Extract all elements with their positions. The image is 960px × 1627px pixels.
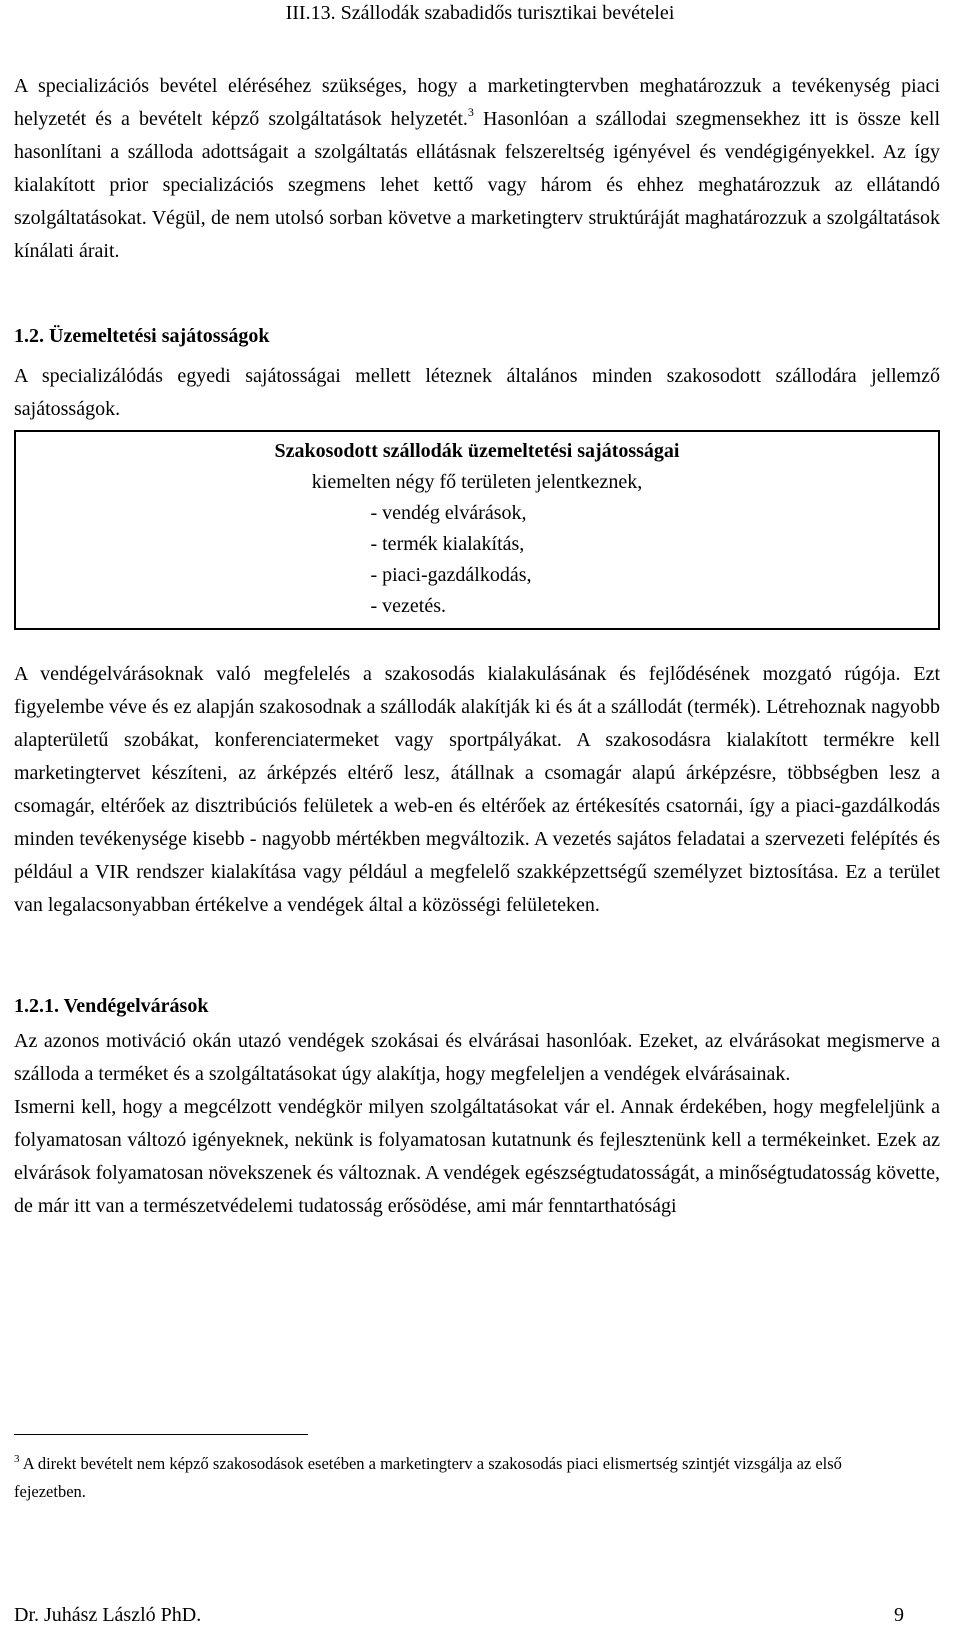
section-number: 1.2.1.	[14, 995, 59, 1017]
footnote-divider	[14, 1434, 308, 1435]
page-content	[14, 70, 940, 1223]
page-number: 9	[894, 1604, 904, 1626]
box-list-item: - piaci-gazdálkodás,	[370, 564, 532, 586]
footer-author: Dr. Juhász László PhD.	[14, 1604, 202, 1626]
intro-text-part2: Hasonlóan a szállodai szegmensekhez itt is össze kell hasonlítani a szálloda adottságait a szolgáltatás ellátásnak felszereltség igényével és vendégigényekkel. Az így kialakított prior specializációs szegmens lehet kettő vagy három és ehhez meghatározzuk az ellátandó szolgáltatásokat. Végül, de nem utolsó sorban követve a marketingterv struktúráját maghatározzuk a szolgáltatások kínálati árait.	[14, 108, 941, 262]
footnote	[14, 1450, 914, 1506]
header-title: III.13. Szállodák szabadidős turisztikai bevételei	[285, 2, 675, 24]
box-list-item: - vezetés.	[370, 595, 446, 617]
section-1-2-1-paragraph-1: Az azonos motiváció okán utazó vendégek szokásai és elvárásai hasonlóak. Ezeket, az elvárásokat megismerve a szálloda a terméket és a szolgáltatásokat úgy alakítja, hogy megfeleljen a vendégek elvárásainak.	[14, 1030, 940, 1085]
footnote-reference: 3	[467, 105, 474, 119]
section-title: Üzemeltetési sajátosságok	[49, 325, 270, 347]
box-title: Szakosodott szállodák üzemeltetési sajátosságai	[274, 440, 680, 462]
intro-text-part1: A specializációs bevétel eléréséhez szükséges, hogy a marketingtervben meghatározzuk a tevékenység piaci helyzetét és a bevételt képző szolgáltatások helyzetét.	[14, 75, 940, 130]
box-subtitle: kiemelten négy fő területen jelentkeznek,	[311, 471, 643, 493]
section-1-2-1-paragraph-2: Ismerni kell, hogy a megcélzott vendégkör milyen szolgáltatásokat vár el. Annak érdekében, hogy megfeleljünk a folyamatosan változó igényeknek, nekünk is folyamatosan kutatnunk és fejlesztenünk kell a termékeinket. Ezek az elvárások folyamatosan növekszenek és változnak. A vendégek egészségtudatosságát, a minőségtudatosság követte, de már itt van a természetvédelemi tudatosság erősödése, ami már fenntarthatósági	[14, 1096, 940, 1217]
section-1-2-intro: A specializálódás egyedi sajátosságai mellett léteznek általános minden szakosodott szállodára jellemző sajátosságok.	[14, 365, 940, 420]
box-list-item: - termék kialakítás,	[370, 533, 525, 555]
intro-paragraph	[14, 70, 940, 268]
footnote-text: A direkt bevételt nem képző szakosodások esetében a marketingterv a szakosodás piaci elismertség szintjét vizsgálja az első fejezetben.	[14, 1454, 842, 1501]
section-title: Vendégelvárások	[63, 995, 209, 1017]
page-header	[0, 0, 960, 36]
body-paragraph: A vendégelvárásoknak való megfelelés a szakosodás kialakulásának és fejlődésének mozgató rúgója. Ezt figyelembe véve és ez alapján szakosodnak a szállodák alakítják ki és át a szállodát (termék). Létrehoznak nagyobb alapterületű szobákat, konferenciatermeket vagy sportpályákat. A szakosodásra kialakított termékre kell marketingtervet készíteni, az árképzés eltérő lesz, átállnak a csomagár alapú árképzésre, többségben lesz a csomagár, eltérőek az disztribúciós felületek a web-en és eltérőek az értékesítés csatornái, így a piaci-gazdálkodás minden tevékenysége kisebb - nagyobb mértékben megváltozik. A vezetés sajátos feladatai a szervezeti felépítés és például a VIR rendszer kialakítása vagy például a megfelelő szakképzettségű személyzet biztosítása. Ez a terület van legalacsonyabban értékelve a vendégek által a közösségi felületeken.	[14, 663, 940, 916]
section-number: 1.2.	[14, 325, 44, 347]
box-list	[370, 498, 531, 622]
features-box	[14, 430, 940, 630]
page-footer	[14, 1604, 904, 1627]
footnote-number: 3	[14, 1453, 20, 1465]
box-list-item: - vendég elvárások,	[370, 502, 527, 524]
section-heading-1-2	[14, 320, 940, 353]
section-heading-1-2-1	[14, 990, 940, 1023]
